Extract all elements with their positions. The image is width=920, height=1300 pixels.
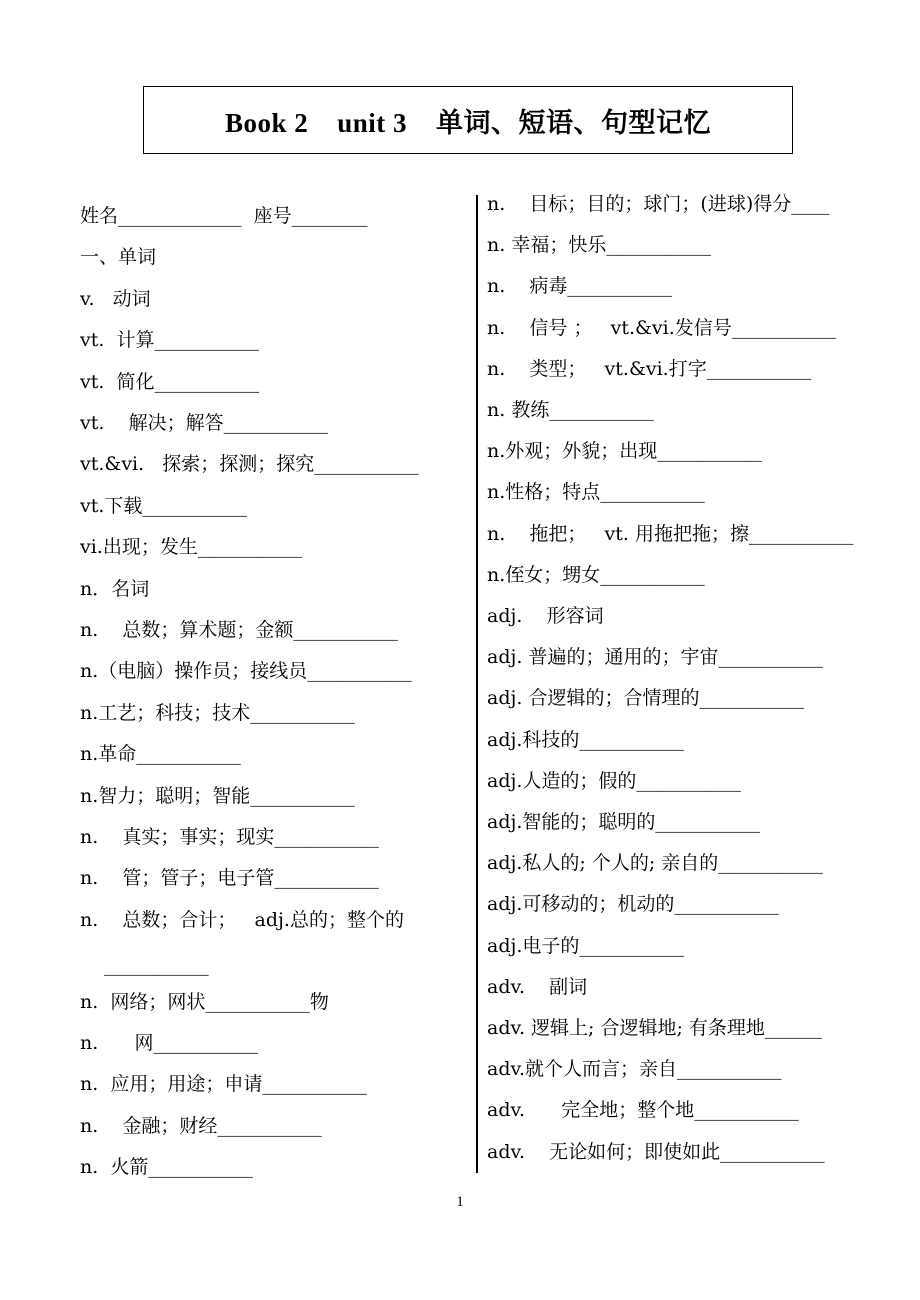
- vocab-line: n. 网络；网状___________物: [80, 991, 329, 1013]
- vocab-line: ___________: [80, 954, 209, 976]
- vocab-line: n. 幸福；快乐___________: [487, 234, 711, 256]
- vocab-line: v. 动词: [80, 288, 151, 310]
- vocab-line: adj.人造的；假的___________: [487, 770, 741, 792]
- vocab-line: n.革命___________: [80, 743, 241, 765]
- vocab-line: adj.私人的; 个人的; 亲自的___________: [487, 852, 823, 874]
- vocab-line: n. 信号 ； vt.&vi.发信号___________: [487, 317, 837, 339]
- vocab-line: adv. 完全地；整个地___________: [487, 1099, 799, 1121]
- vocab-line: n. 应用；用途；申请___________: [80, 1073, 367, 1095]
- vocab-line: n. 教练___________: [487, 399, 654, 421]
- vocab-line: n. 网___________: [80, 1032, 259, 1054]
- vocab-line: n. 总数；合计； adj.总的；整个的: [80, 909, 404, 931]
- vocab-line: adj.电子的___________: [487, 935, 684, 957]
- vocab-line: adv. 逻辑上; 合逻辑地; 有条理地______: [487, 1017, 822, 1039]
- vocab-line: 姓名_____________ 座号________: [80, 205, 368, 227]
- vocab-line: n.侄女；甥女___________: [487, 564, 705, 586]
- page-number: 1: [456, 1194, 464, 1210]
- vocab-line: n. 火箭___________: [80, 1156, 253, 1178]
- vocab-line: vt. 计算___________: [80, 329, 259, 351]
- vocab-line: adj. 普遍的；通用的；宇宙___________: [487, 646, 823, 668]
- page-title: Book 2 unit 3 单词、短语、句型记忆: [224, 107, 712, 138]
- vocab-line: n. 管；管子；电子管___________: [80, 867, 379, 889]
- vocab-line: adj.智能的；聪明的___________: [487, 811, 760, 833]
- vocab-line: adv. 无论如何；即使如此___________: [487, 1141, 825, 1163]
- vocab-line: adj. 合逻辑的；合情理的___________: [487, 687, 804, 709]
- vocab-line: n. 病毒___________: [487, 275, 672, 297]
- vocab-line: vt. 简化___________: [80, 371, 259, 393]
- vocab-line: n.智力；聪明；智能___________: [80, 785, 355, 807]
- vocab-line: adj. 形容词: [487, 605, 604, 627]
- vocab-line: n. 目标；目的；球门；(进球)得分____: [487, 193, 830, 215]
- vocab-line: adv. 副词: [487, 976, 588, 998]
- vocab-line: vi.出现；发生___________: [80, 536, 303, 558]
- vocab-line: n.性格；特点___________: [487, 481, 705, 503]
- vocab-line: n. 类型； vt.&vi.打字___________: [487, 358, 812, 380]
- vocab-line: n. 总数；算术题；金额___________: [80, 619, 398, 641]
- vocab-line: n. 真实；事实；现实___________: [80, 826, 379, 848]
- vocab-line: adj.可移动的；机动的___________: [487, 893, 779, 915]
- vocab-line: n. 拖把； vt. 用拖把拖；擦___________: [487, 523, 854, 545]
- title-box: [143, 86, 793, 154]
- vocab-line: n.外观；外貌；出现___________: [487, 440, 762, 462]
- vocab-line: adj.科技的___________: [487, 729, 684, 751]
- column-divider: [476, 195, 478, 1173]
- vocab-line: adv.就个人而言；亲自___________: [487, 1058, 782, 1080]
- vocab-line: n.工艺；科技；技术___________: [80, 702, 355, 724]
- vocab-line: vt.&vi. 探索；探测；探究___________: [80, 453, 419, 475]
- vocab-line: vt.下载___________: [80, 495, 247, 517]
- vocab-line: 一、单词: [80, 246, 157, 268]
- vocab-line: n.（电脑）操作员；接线员___________: [80, 660, 412, 682]
- vocab-line: n．名词: [80, 578, 150, 600]
- vocab-line: vt. 解决；解答___________: [80, 412, 329, 434]
- vocab-line: n. 金融；财经___________: [80, 1115, 322, 1137]
